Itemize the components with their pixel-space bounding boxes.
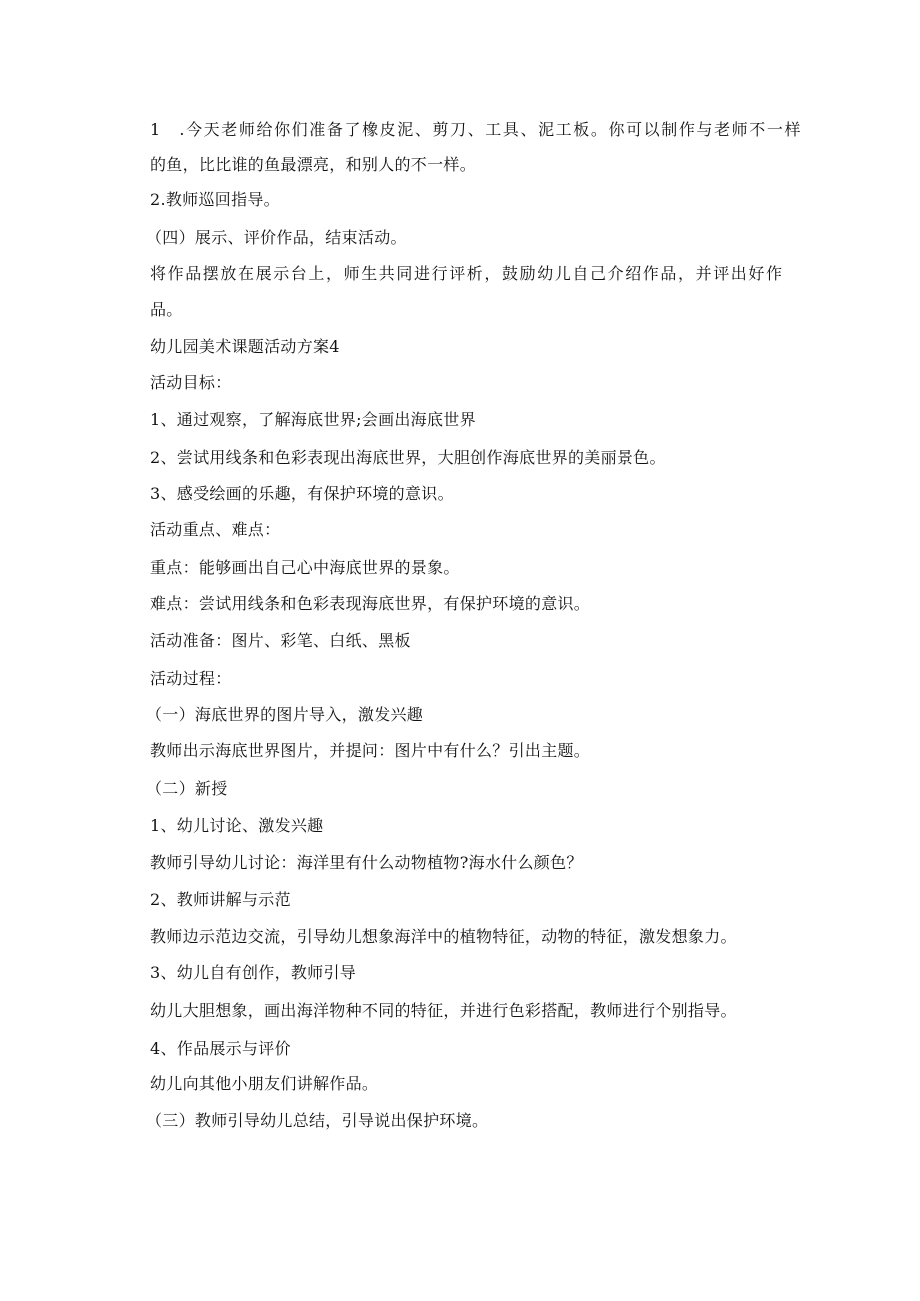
paragraph-line: 重点：能够画出自己心中海底世界的景象。 — [150, 558, 460, 577]
list-item: 3、感受绘画的乐趣，有保护环境的意识。 — [150, 484, 454, 503]
section-heading: （一）海底世界的图片导入，激发兴趣 — [146, 705, 424, 724]
section-heading: 活动目标： — [150, 373, 232, 392]
section-heading: （二）新授 — [146, 779, 228, 798]
list-item: 2、尝试用线条和色彩表现出海底世界，大胆创作海底世界的美丽景色。 — [150, 448, 666, 467]
list-item: 1、通过观察，了解海底世界;会画出海底世界 — [150, 410, 476, 429]
list-item: 4、作品展示与评价 — [150, 1039, 291, 1058]
list-item: 1、幼儿讨论、激发兴趣 — [150, 816, 324, 835]
paragraph-line: 难点：尝试用线条和色彩表现海底世界，有保护环境的意识。 — [150, 594, 591, 613]
section-heading: 活动重点、难点： — [150, 520, 281, 539]
paragraph-line: 活动准备：图片、彩笔、白纸、黑板 — [150, 631, 411, 650]
paragraph-line: 2.教师巡回指导。 — [150, 190, 280, 209]
paragraph-line: 教师边示范边交流，引导幼儿想象海洋中的植物特征，动物的特征，激发想象力。 — [150, 927, 737, 946]
paragraph-line: 1 .今天老师给你们准备了橡皮泥、剪刀、工具、泥工板。你可以制作与老师不一样 — [150, 120, 803, 139]
paragraph-line: 教师出示海底世界图片，并提问：图片中有什么？引出主题。 — [150, 741, 591, 760]
paragraph-line: 品。 — [150, 300, 183, 319]
paragraph-line: 教师引导幼儿讨论：海洋里有什么动物植物?海水什么颜色？ — [150, 853, 583, 872]
paragraph-line: 的鱼，比比谁的鱼最漂亮，和别人的不一样。 — [150, 155, 477, 174]
list-item: 3、幼儿自有创作，教师引导 — [150, 963, 357, 982]
paragraph-line: 将作品摆放在展示台上，师生共同进行评析，鼓励幼儿自己介绍作品，并评出好作 — [150, 264, 784, 283]
document-title: 幼儿园美术课题活动方案4 — [150, 337, 340, 356]
section-heading: （三）教师引导幼儿总结，引导说出保护环境。 — [146, 1111, 489, 1130]
paragraph-line: 幼儿向其他小朋友们讲解作品。 — [150, 1074, 379, 1093]
paragraph-line: 幼儿大胆想象，画出海洋物种不同的特征，并进行色彩搭配，教师进行个别指导。 — [150, 1001, 737, 1020]
section-heading: 活动过程： — [150, 669, 232, 688]
list-item: 2、教师讲解与示范 — [150, 890, 291, 909]
section-heading: （四）展示、评价作品，结束活动。 — [146, 228, 407, 247]
